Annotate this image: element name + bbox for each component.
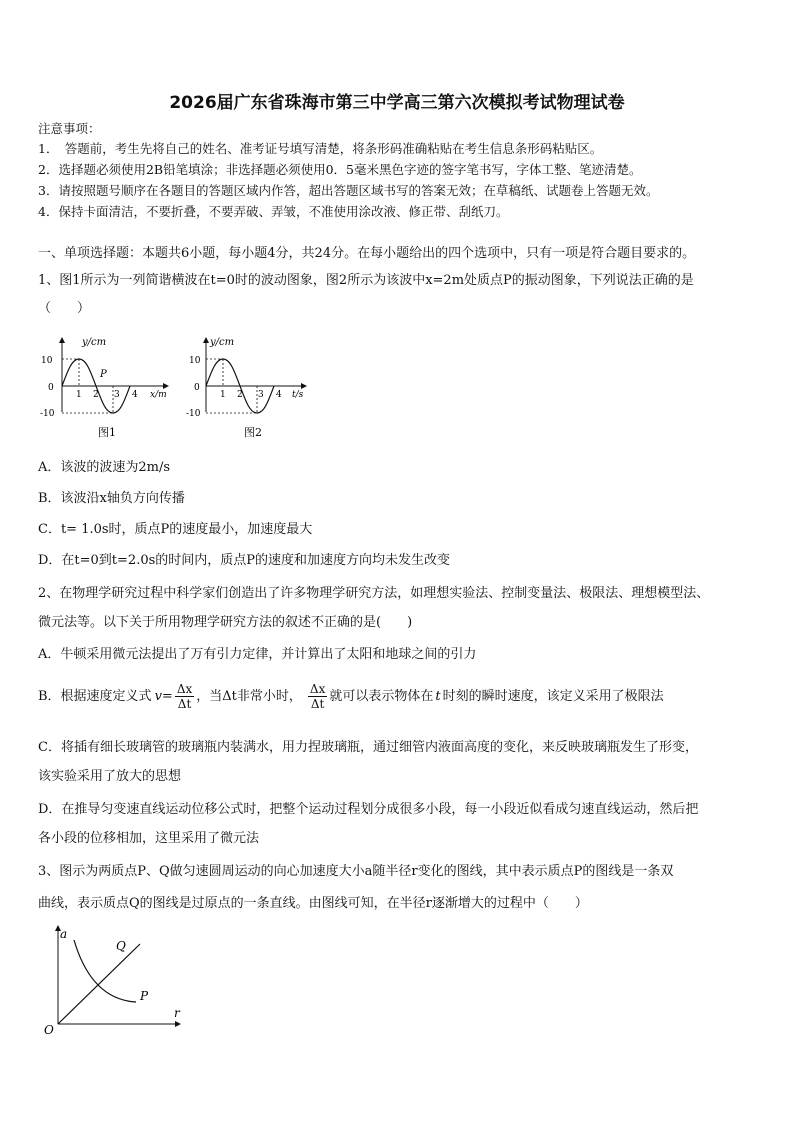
fig1-ytick: 10 [41, 356, 53, 366]
q1-stem-blank: （ ） [38, 301, 91, 316]
velocity-symbol: v [154, 689, 162, 704]
q2-option-d: D．在推导匀变速直线运动位移公式时，把整个运动过程划分成很多小段，每一小段近似看成匀速直线运动，然后把 [38, 802, 699, 817]
equals-sign: = [161, 689, 173, 704]
q2-stem: 2、在物理学研究过程中科学家们创造出了许多物理学研究方法，如理想实验法、控制变量法、极限法、理想模型法、 [38, 586, 710, 601]
fig1-ytick: 0 [48, 383, 54, 393]
curve-p [74, 940, 136, 1002]
fig1-ytick: -10 [40, 409, 55, 419]
fig3-label-q: Q [116, 939, 126, 953]
ratio-fraction: $\frac{\Delta x}{\Delta t}$ [309, 682, 326, 711]
fig3-ylabel: a [60, 927, 68, 941]
fig2-xtick: 1 [220, 390, 226, 400]
fig2-xtick: 2 [237, 390, 243, 400]
q2-option-b: B．根据速度定义式 v = $\frac{\Delta x}{\Delta t}$ ，当 Δt 非常小时， $\frac{\Delta x}{\Delta t}$ 就可以表示物体在 t 时刻的瞬时速度，该定义采用了极限法 [38, 682, 664, 711]
q2-stem-line2: 微元法等。以下关于所用物理学研究方法的叙述不正确的是( ) [38, 615, 413, 630]
fig2-ytick: 10 [189, 356, 201, 366]
fig1-point-label: P [100, 369, 107, 380]
fig2-caption: 图2 [244, 426, 262, 439]
q1-option-d: D．在t=0到t=2.0s的时间内，质点P的速度和加速度方向均未发生改变 [38, 553, 451, 568]
delta-t: Δt [222, 689, 237, 704]
q1-option-b: B．该波沿x轴负方向传播 [38, 491, 185, 506]
fig1-xtick: 1 [76, 390, 82, 400]
fig1-xtick: 2 [93, 390, 99, 400]
fig2-xtick: 4 [276, 390, 282, 400]
notice-item-1: 1． 答题前，考生先将自己的姓名、准考证号填写清楚，将条形码准确粘贴在考生信息条形码粘贴区。 [38, 141, 603, 156]
section-heading: 一、单项选择题：本题共6小题，每小题4分，共24分。在每小题给出的四个选项中，只有一项是符合题目要求的。 [38, 246, 696, 261]
notice-item-4: 4．保持卡面清洁，不要折叠，不要弄破、弄皱，不准使用涂改液、修正带、刮纸刀。 [38, 204, 509, 219]
velocity-fraction: $\frac{\Delta x}{\Delta t}$ [176, 682, 193, 711]
fig1-xtick: 3 [114, 390, 120, 400]
fig3-label-p: P [140, 989, 149, 1003]
fig2-ytick: 0 [194, 383, 200, 393]
q2-option-c: C．将插有细长玻璃管的玻璃瓶内装满水，用力捏玻璃瓶，通过细管内液面高度的变化，来反映玻璃瓶发生了形变， [38, 740, 698, 755]
q2-option-d-line2: 各小段的位移相加，这里采用了微元法 [38, 831, 260, 846]
fig3-origin: O [44, 1023, 54, 1037]
q2-option-c-line2: 该实验采用了放大的思想 [38, 769, 182, 784]
q2-option-a: A．牛顿采用微元法提出了万有引力定律，并计算出了太阳和地球之间的引力 [38, 647, 477, 662]
fig1-xlabel: x/m [150, 390, 167, 400]
fig2-ytick: -10 [186, 409, 201, 419]
notice-item-2: 2．选择题必须使用2B铅笔填涂；非选择题必须使用0．5毫米黑色字迹的签字笔书写，字体工整、笔迹清楚。 [38, 162, 642, 177]
fig2-xlabel: t/s [292, 390, 304, 400]
page-title: 2026届广东省珠海市第三中学高三第六次模拟考试物理试卷 [169, 93, 625, 113]
fig1-caption: 图1 [98, 426, 116, 439]
q1-option-c: C．t= 1.0s时，质点P的速度最小，加速度最大 [38, 522, 313, 537]
fig1-ylabel: y/cm [82, 337, 107, 348]
q1-option-a: A．该波的波速为2m/s [38, 460, 171, 475]
line-q [58, 944, 140, 1024]
notice-heading: 注意事项： [38, 121, 101, 136]
time-symbol: t [435, 689, 441, 704]
q2-option-b-prefix: B．根据速度定义式 [38, 689, 152, 704]
q1-stem: 1、图1所示为一列简谐横波在t=0时的波动图象，图2所示为该波中x=2m处质点P的振动图象，下列说法正确的是 [38, 273, 694, 288]
fig2-ylabel: y/cm [210, 337, 235, 348]
notice-item-3: 3．请按照题号顺序在各题目的答题区域内作答，超出答题区域书写的答案无效；在草稿纸、试题卷上答题无效。 [38, 183, 659, 198]
fig1-xtick: 4 [132, 390, 138, 400]
q3-stem-line2: 曲线，表示质点Q的图线是过原点的一条直线。由图线可知，在半径r逐渐增大的过程中（ ） [38, 896, 588, 911]
q1-figure-2 [186, 330, 316, 440]
q3-figure [40, 922, 190, 1037]
q1-figure-1 [38, 330, 178, 440]
fig2-xtick: 3 [258, 390, 264, 400]
q3-stem: 3、图示为两质点P、Q做匀速圆周运动的向心加速度大小a随半径r变化的图线，其中表示质点P的图线是一条双 [38, 864, 674, 879]
fig3-xlabel: r [174, 1006, 180, 1020]
